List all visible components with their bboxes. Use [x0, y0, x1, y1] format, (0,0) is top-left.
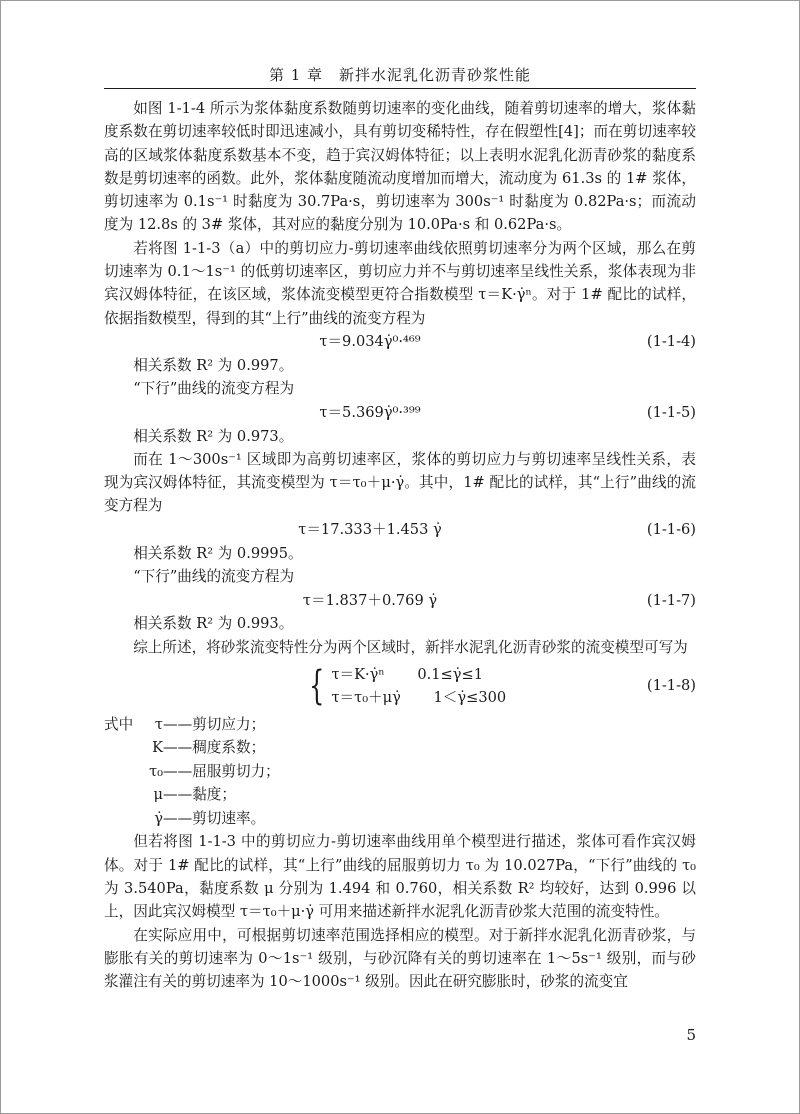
equation-formula: τ＝9.034γ̇⁰·⁴⁶⁹	[319, 333, 421, 351]
paragraph: 而在 1～300s⁻¹ 区域即为高剪切速率区，浆体的剪切应力与剪切速率呈线性关系，表现为宾汉姆体特征，其流变模型为 τ＝τ₀＋μ·γ̇。其中，1# 配比的试样，其“上行”曲线的流变方程为	[104, 450, 696, 515]
definition-meaning: ——剪切速率。	[163, 809, 266, 827]
definition-meaning: ——黏度；	[163, 786, 236, 804]
definition-symbol: τ	[154, 715, 163, 733]
case-line	[331, 663, 506, 686]
definition-symbol: τ₀	[149, 762, 163, 780]
equation-formula: τ＝17.333＋1.453 γ̇	[298, 521, 442, 539]
definition-row	[104, 807, 696, 831]
paragraph: 综上所述，将砂浆流变特性分为两个区域时，新拌水泥乳化沥青砂浆的流变模型可写为	[133, 638, 688, 656]
piecewise-formula	[104, 663, 596, 709]
equation-number: (1-1-4)	[646, 333, 696, 351]
equation-formula: τ＝5.369γ̇⁰·³⁹⁹	[319, 403, 421, 421]
case-formula: τ＝K·γ̇ⁿ	[331, 665, 385, 683]
page-body	[104, 97, 696, 994]
equation-formula: τ＝1.837＋0.769 γ̇	[302, 591, 438, 609]
definition-symbol: K	[152, 739, 163, 757]
case-formula: τ＝τ₀＋μγ̇	[331, 688, 401, 706]
page-number: 5	[686, 1026, 696, 1044]
left-brace: {	[309, 662, 325, 709]
equation-1-1-4	[104, 330, 696, 354]
equation-number: (1-1-6)	[646, 521, 696, 539]
definition-symbol: μ	[153, 786, 163, 804]
case-line	[331, 686, 506, 709]
case-condition: 0.1≤γ̇≤1	[417, 665, 484, 683]
paragraph: 在实际应用中，可根据剪切速率范围选择相应的模型。对于新拌水泥乳化沥青砂浆，与膨胀有关的剪切速率为 0～1s⁻¹ 级别，与砂沉降有关的剪切速率在 1～5s⁻¹ 级别，而与砂浆灌注有关的剪切速率为 10～1000s⁻¹ 级别。因此在研究膨胀时，砂浆的流变宜	[104, 926, 696, 991]
header-rule	[104, 88, 696, 89]
definition-meaning: ——稠度系数；	[163, 739, 266, 757]
equation-1-1-7	[104, 588, 696, 612]
paragraph: “下行”曲线的流变方程为	[133, 380, 295, 398]
definition-meaning: ——剪切应力；	[163, 715, 266, 733]
definition-row	[104, 783, 696, 807]
definition-meaning: ——屈服剪切力；	[163, 762, 280, 780]
paragraph: 相关系数 R² 为 0.9995。	[133, 544, 303, 562]
case-condition: 1＜γ̇≤300	[433, 688, 507, 706]
paragraph: “下行”曲线的流变方程为	[133, 568, 295, 586]
paragraph: 若将图 1-1-3（a）中的剪切应力-剪切速率曲线依照剪切速率分为两个区域，那么在剪切速率为 0.1～1s⁻¹ 的低剪切速率区，剪切应力并不与剪切速率呈线性关系，浆体表现为非宾汉姆体特征，在该区域，浆体流变模型更符合指数模型 τ＝K·γ̇ⁿ。对于 1# 配比的试样，依据指数模型，得到的其“上行”曲线的流变方程为	[104, 239, 696, 327]
paragraph: 但若将图 1-1-3 中的剪切应力-剪切速率曲线用单个模型进行描述，浆体可看作宾汉姆体。对于 1# 配比的试样，其“上行”曲线的屈服剪切力 τ₀ 为 10.027Pa，“下行”曲线的 τ₀ 为 3.540Pa，黏度系数 μ 分别为 1.494 和 0.760，相关系数 R² 均较好，达到 0.996 以上，因此宾汉姆模型 τ＝τ₀＋μ·γ̇ 可用来描述新拌水泥乳化沥青砂浆大范围的流变特性。	[104, 833, 696, 921]
equation-1-1-6	[104, 518, 696, 542]
definition-row	[104, 760, 696, 784]
paragraph: 如图 1-1-4 所示为浆体黏度系数随剪切速率的变化曲线，随着剪切速率的增大，浆体黏度系数在剪切速率较低时即迅速减小，具有剪切变稀特性，存在假塑性[4]；而在剪切速率较高的区域浆体黏度系数基本不变，趋于宾汉姆体特征；以上表明水泥乳化沥青砂浆的黏度系数是剪切速率的函数。此外，浆体黏度随流动度增加而增大，流动度为 61.3s 的 1# 浆体，剪切速率为 0.1s⁻¹ 时黏度为 30.7Pa·s，剪切速率为 300s⁻¹ 时黏度为 0.82Pa·s；而流动度为 12.8s 的 3# 浆体，其对应的黏度分别为 10.0Pa·s 和 0.62Pa·s。	[104, 100, 696, 234]
equation-number: (1-1-5)	[646, 403, 696, 421]
equation-number: (1-1-7)	[646, 591, 696, 609]
equation-1-1-5	[104, 401, 696, 425]
paragraph: 相关系数 R² 为 0.997。	[133, 356, 294, 374]
definition-symbol: γ̇	[154, 809, 163, 827]
symbol-definitions	[104, 713, 696, 831]
definitions-label: 式中	[104, 715, 134, 733]
running-header: 第 1 章 新拌水泥乳化沥青砂浆性能	[268, 66, 532, 84]
paragraph: 相关系数 R² 为 0.993。	[133, 615, 294, 633]
definition-row	[104, 713, 696, 737]
paragraph: 相关系数 R² 为 0.973。	[133, 427, 294, 445]
definition-row	[104, 736, 696, 760]
equation-number: (1-1-8)	[646, 677, 696, 695]
equation-1-1-8	[104, 661, 696, 711]
